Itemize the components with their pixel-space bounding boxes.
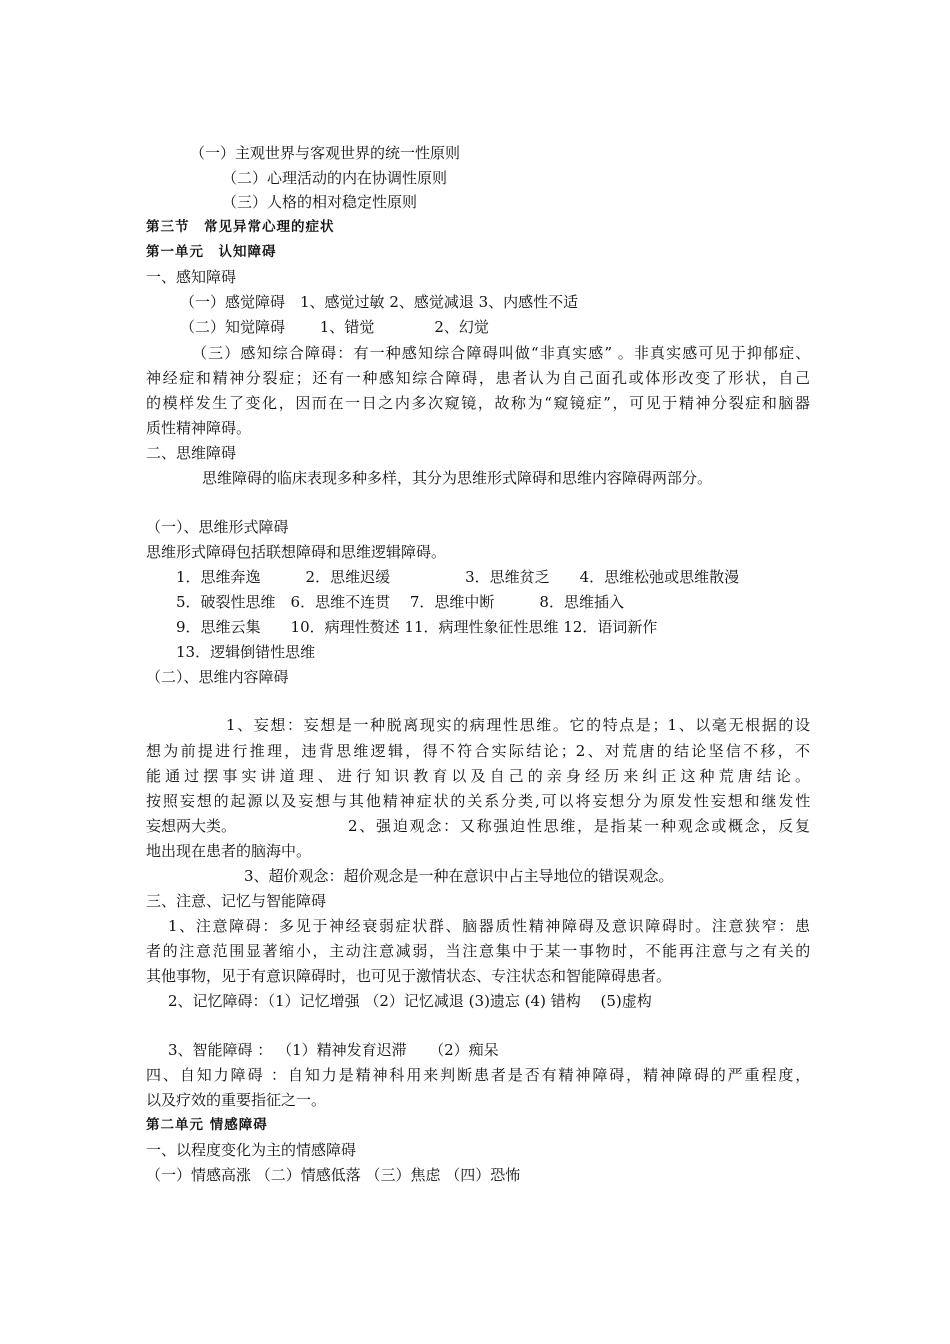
heading-thinking-form: （一）、思维形式障碍 [146,518,289,536]
paragraph-line: 神经症和精神分裂症；还有一种感知综合障碍，患者认为自己面孔或体形改变了形状，自己 [146,369,810,387]
paragraph-line: 质性精神障碍。 [146,419,252,437]
insight-paragraph-line: 以及疗效的重要指征之一。 [146,1091,327,1109]
heading-thinking-content: （二）、思维内容障碍 [146,668,289,686]
obsession-paragraph-line: 2、强迫观念：又称强迫性思维，是指某一种观念或概念，反复 [348,817,810,835]
intelligence-disorder-line: 3、智能障碍 ： （1）精神发育迟滞 （2）痴呆 [168,1041,499,1059]
delusion-paragraph-line: 按照妄想的起源以及妄想与其他精神症状的关系分类,可以将妄想分为原发性妄想和继发性 [146,792,810,810]
attention-paragraph-line: 1、注意障碍：多见于神经衰弱症状群、脑器质性精神障碍及意识障碍时。注意狭窄：患 [168,917,810,935]
insight-paragraph-line: 四、自知力障碍 ：自知力是精神科用来判断患者是否有精神障碍，精神障碍的严重程度， [146,1066,810,1084]
thinking-form-list-row: 9．思维云集 10．病理性赘述 11．病理性象征性思维 12．语词新作 [176,618,658,636]
perception-disorder-line: （二）知觉障碍 1、错觉 2、幻觉 [180,318,489,336]
principle-line-2: （二）心理活动的内在协调性原则 [222,169,448,187]
emotion-list-line: （一）情感高涨 （二）情感低落 （三）焦虑 （四）恐怖 [146,1166,521,1184]
obsession-paragraph-line: 地出现在患者的脑海中。 [146,842,312,860]
memory-disorder-line: 2、记忆障碍：（1）记忆增强 （2）记忆减退 (3)遗忘 (4) 错构 (5)虚构 [168,992,652,1010]
delusion-paragraph-line: 妄想两大类。 [146,817,237,835]
principle-line-1: （一）主观世界与客观世界的统一性原则 [190,144,461,162]
heading-thinking: 二、思维障碍 [146,444,237,462]
overvalued-idea-line: 3、超价观念：超价观念是一种在意识中占主导地位的错误观念。 [244,867,674,885]
heading-perception: 一、感知障碍 [146,268,237,286]
delusion-paragraph-line: 想为前提进行推理，违背思维逻辑，得不符合实际结论；2、对荒唐的结论坚信不移，不 [146,742,810,760]
delusion-paragraph-line: 能通过摆事实讲道理、进行知识教育以及自己的亲身经历来纠正这种荒唐结论。 [146,767,810,785]
attention-paragraph-line: 其他事物，见于有意识障碍时，也可见于激情状态、专注状态和智能障碍患者。 [146,967,672,985]
thinking-form-list-row: 1．思维奔逸 2．思维迟缓 3．思维贫乏 4．思维松弛或思维散漫 [176,568,740,586]
delusion-paragraph-line: 1、妄想：妄想是一种脱离现实的病理性思维。它的特点是；1、以毫无根据的设 [226,716,810,734]
principle-line-3: （三）人格的相对稳定性原则 [222,193,418,211]
thinking-form-intro: 思维形式障碍包括联想障碍和思维逻辑障碍。 [146,543,447,561]
heading-attention-memory-intelligence: 三、注意、记忆与智能障碍 [146,892,327,910]
unit-heading-cognition: 第一单元 认知障碍 [146,244,277,260]
unit-heading-emotion: 第二单元 情感障碍 [146,1117,268,1133]
section-heading: 第三节 常见异常心理的症状 [146,219,335,235]
thinking-form-list-row: 13．逻辑倒错性思维 [176,643,316,661]
paragraph-line: 的模样发生了变化，因而在一日之内多次窥镜，故称为“窥镜症”，可见于精神分裂症和脑器 [146,394,810,412]
thinking-intro: 思维障碍的临床表现多种多样，其分为思维形式障碍和思维内容障碍两部分。 [202,469,713,487]
heading-emotion-degree: 一、以程度变化为主的情感障碍 [146,1141,357,1159]
paragraph-line: （三）感知综合障碍：有一种感知综合障碍叫做“非真实感” 。非真实感可见于抑郁症、 [192,344,810,362]
attention-paragraph-line: 者的注意范围显著缩小，主动注意减弱，当注意集中于某一事物时，不能再注意与之有关的 [146,942,810,960]
thinking-form-list-row: 5．破裂性思维 6．思维不连贯 7．思维中断 8．思维插入 [176,593,624,611]
sensation-disorder-line: （一）感觉障碍 1、感觉过敏 2、感觉减退 3、内感性不适 [180,293,579,311]
